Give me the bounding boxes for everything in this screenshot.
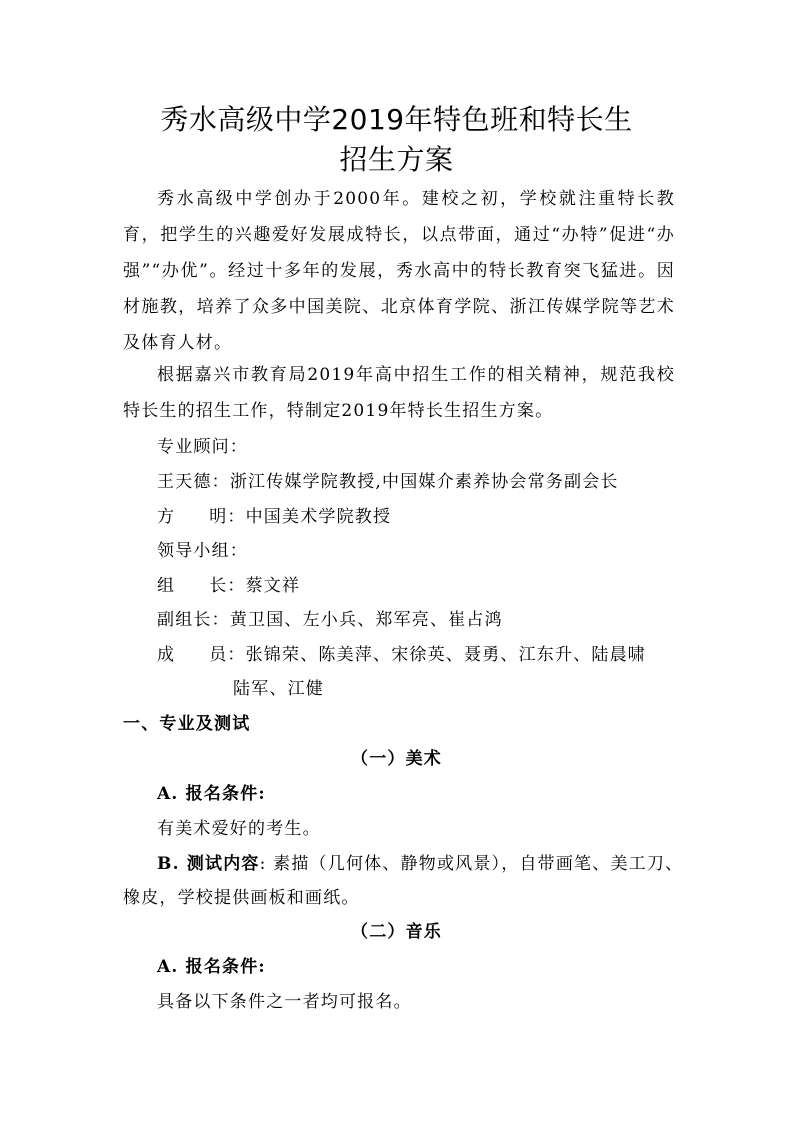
music-requirements-label: A. 报名条件: <box>157 957 266 977</box>
leader-label-last: 长： <box>209 576 246 596</box>
members-label-first: 成 <box>157 645 176 665</box>
leadership-heading: 领导小组： <box>157 541 248 561</box>
art-test-text: : 素描（几何体、静物或风景），自带画笔、美工刀、 <box>259 854 684 874</box>
art-requirements-text: 有美术爱好的考生。 <box>157 819 321 839</box>
advisor-desc: 中国美术学院教授 <box>245 507 392 527</box>
art-subheading: （一）美术 <box>351 749 442 769</box>
section-heading: 一、专业及测试 <box>123 714 251 734</box>
advisor-name-first: 方 <box>157 507 176 527</box>
intro-paragraph: 秀水高级中学创办于2000年。建校之初，学校就注重特长教育，把学生的兴趣爱好发展成特长，以点带面，通过“办特”促进“办强”“办优”。经过十多年的发展，秀水高中的特长教育突飞猛进。因材施教，培养了众多中国美院、北京体育学院、浙江传媒学院等艺术及体育人材。 <box>123 189 675 353</box>
advisor-name: 王天德： <box>157 472 230 492</box>
advisor-desc: 浙江传媒学院教授,中国媒介素养协会常务副会长 <box>229 472 619 492</box>
music-requirements-text: 具备以下条件之一者均可报名。 <box>157 992 412 1012</box>
deputy-value: 黄卫国、左小兵、郑军亮、崔占鸿 <box>229 610 503 630</box>
members-value-line1: 张锦荣、陈美萍、宋徐英、聂勇、江东升、陆晨啸 <box>245 645 647 665</box>
leader-label-first: 组 <box>157 576 176 596</box>
advisors-heading: 专业顾问： <box>157 437 248 457</box>
art-test-row <box>157 852 683 876</box>
deputy-label: 副组长： <box>157 610 230 630</box>
policy-paragraph: 根据嘉兴市教育局2019年高中招生工作的相关精神，规范我校特长生的招生工作，特制定2019年特长生招生方案。 <box>123 365 675 421</box>
document-title: 秀水高级中学2019年特色班和特长生 <box>160 103 633 136</box>
leader-row <box>157 574 300 598</box>
leader-value: 蔡文祥 <box>245 576 301 596</box>
music-subheading: （二）音乐 <box>351 922 442 942</box>
advisor-row <box>157 470 619 494</box>
art-test-label: B. 测试内容 <box>157 854 260 874</box>
deputy-row <box>157 608 503 632</box>
document-subtitle: 招生方案 <box>339 143 454 176</box>
members-label-last: 员： <box>209 645 246 665</box>
members-value-line2: 陆军、江健 <box>233 679 324 699</box>
advisor-name-last: 明： <box>209 507 246 527</box>
art-test-text-line2: 橡皮，学校提供画板和画纸。 <box>123 888 360 908</box>
advisor-row <box>157 505 391 529</box>
art-requirements-label: A. 报名条件: <box>157 784 266 804</box>
members-row <box>157 643 646 667</box>
